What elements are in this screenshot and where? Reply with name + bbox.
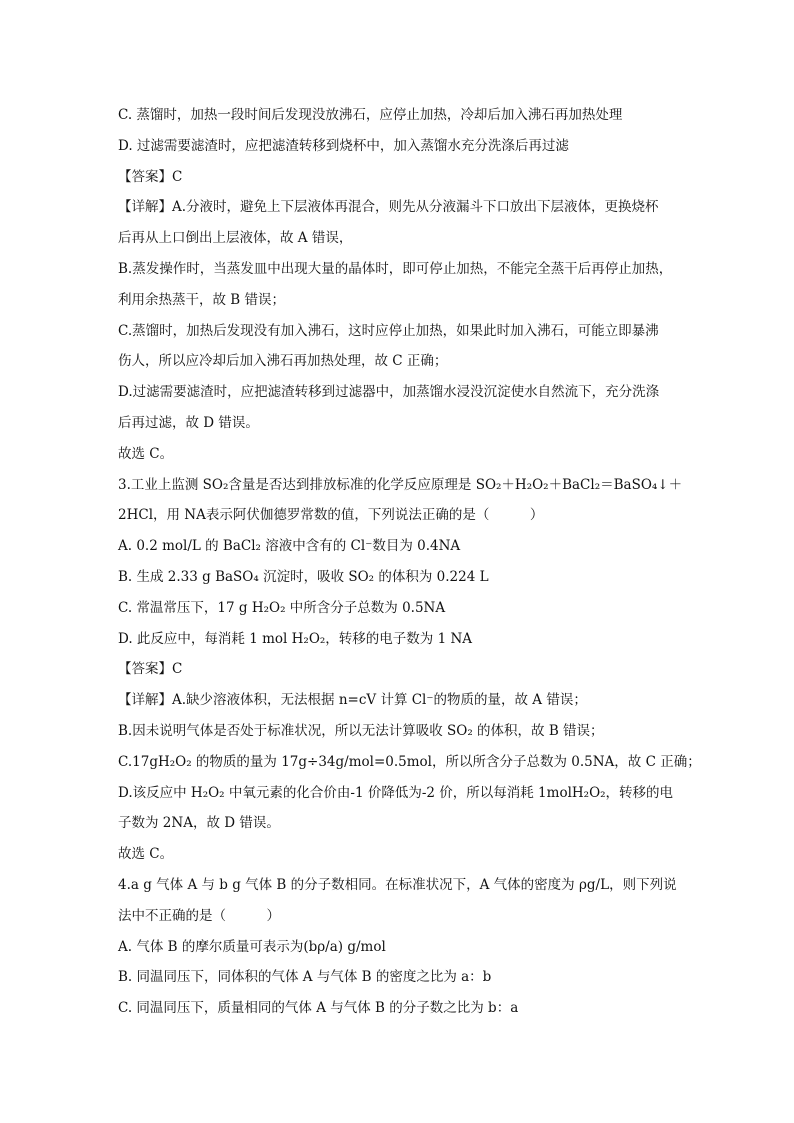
explanation-line: D.过滤需要滤渣时，应把滤渣转移到过滤器中，加蒸馏水浸没沉淀使水自然流下，充分洗涤	[118, 384, 660, 401]
explanation-line: C.蒸馏时，加热后发现没有加入沸石，这时应停止加热，如果此时加入沸石，可能立即暴沸	[118, 322, 659, 339]
option-b-line: B. 生成 2.33 g BaSO₄ 沉淀时，吸收 SO₂ 的体积为 0.224 L	[118, 568, 489, 585]
option-d-line: D. 此反应中，每消耗 1 mol H₂O₂，转移的电子数为 1 NA	[118, 630, 473, 647]
answer-line: 【答案】C	[118, 168, 183, 185]
explanation-line: 伤人，所以应冷却后加入沸石再加热处理，故 C 正确；	[118, 353, 448, 370]
explanation-line: 后再从上口倒出上层液体，故 A 错误，	[118, 230, 353, 247]
option-c-line: C. 蒸馏时，加热一段时间后发现没放沸石，应停止加热，冷却后加入沸石再加热处理	[118, 107, 623, 123]
option-d-line: D. 过滤需要滤渣时，应把滤渣转移到烧杯中，加入蒸馏水充分洗涤后再过滤	[118, 137, 569, 154]
explanation-line: B.因未说明气体是否处于标准状况，所以无法计算吸收 SO₂ 的体积，故 B 错误；	[118, 722, 604, 739]
explanation-line: 【详解】A.分液时，避免上下层液体再混合，则先从分液漏斗下口放出下层液体，更换烧杯	[118, 199, 659, 216]
option-c-line: C. 常温常压下，17 g H₂O₂ 中所含分子总数为 0.5NA	[118, 599, 446, 616]
question-4-line: 法中不正确的是（ ）	[118, 907, 280, 924]
option-b-line: B. 同温同压下，同体积的气体 A 与气体 B 的密度之比为 a：b	[118, 969, 492, 986]
question-4-line: 4.a g 气体 A 与 b g 气体 B 的分子数相同。在标准状况下，A 气体的密度为 ρg/L，则下列说	[118, 876, 677, 893]
explanation-line: D.该反应中 H₂O₂ 中氧元素的化合价由-1 价降低为-2 价，所以每消耗 1molH₂O₂，转移的电	[118, 784, 674, 801]
option-a-line: A. 0.2 mol/L 的 BaCl₂ 溶液中含有的 Cl⁻数目为 0.4NA	[118, 538, 461, 555]
question-3-line: 3.工业上监测 SO₂含量是否达到排放标准的化学反应原理是 SO₂＋H₂O₂＋BaCl₂＝BaSO₄↓＋	[118, 476, 683, 493]
option-a-line: A. 气体 B 的摩尔质量可表示为(bρ/a) g/mol	[118, 938, 386, 955]
explanation-line: B.蒸发操作时，当蒸发皿中出现大量的晶体时，即可停止加热，不能完全蒸干后再停止加热，	[118, 260, 673, 277]
choice-line: 故选 C。	[118, 445, 174, 462]
choice-line: 故选 C。	[118, 846, 174, 863]
document-text	[118, 100, 701, 1024]
option-c-line: C. 同温同压下，质量相同的气体 A 与气体 B 的分子数之比为 b：a	[118, 1000, 519, 1017]
explanation-line: 利用余热蒸干，故 B 错误；	[118, 291, 286, 308]
explanation-line: 子数为 2NA，故 D 错误。	[118, 815, 280, 832]
question-3-line: 2HCl，用 NA表示阿伏伽德罗常数的值，下列说法正确的是（ ）	[118, 507, 544, 524]
answer-line: 【答案】C	[118, 661, 183, 678]
explanation-line: 后再过滤，故 D 错误。	[118, 414, 259, 431]
explanation-line: C.17gH₂O₂ 的物质的量为 17g÷34g/mol=0.5mol，所以所含分子总数为 0.5NA，故 C 正确；	[118, 753, 701, 770]
explanation-line: 【详解】A.缺少溶液体积，无法根据 n=cV 计算 Cl⁻的物质的量，故 A 错误；	[118, 692, 587, 709]
